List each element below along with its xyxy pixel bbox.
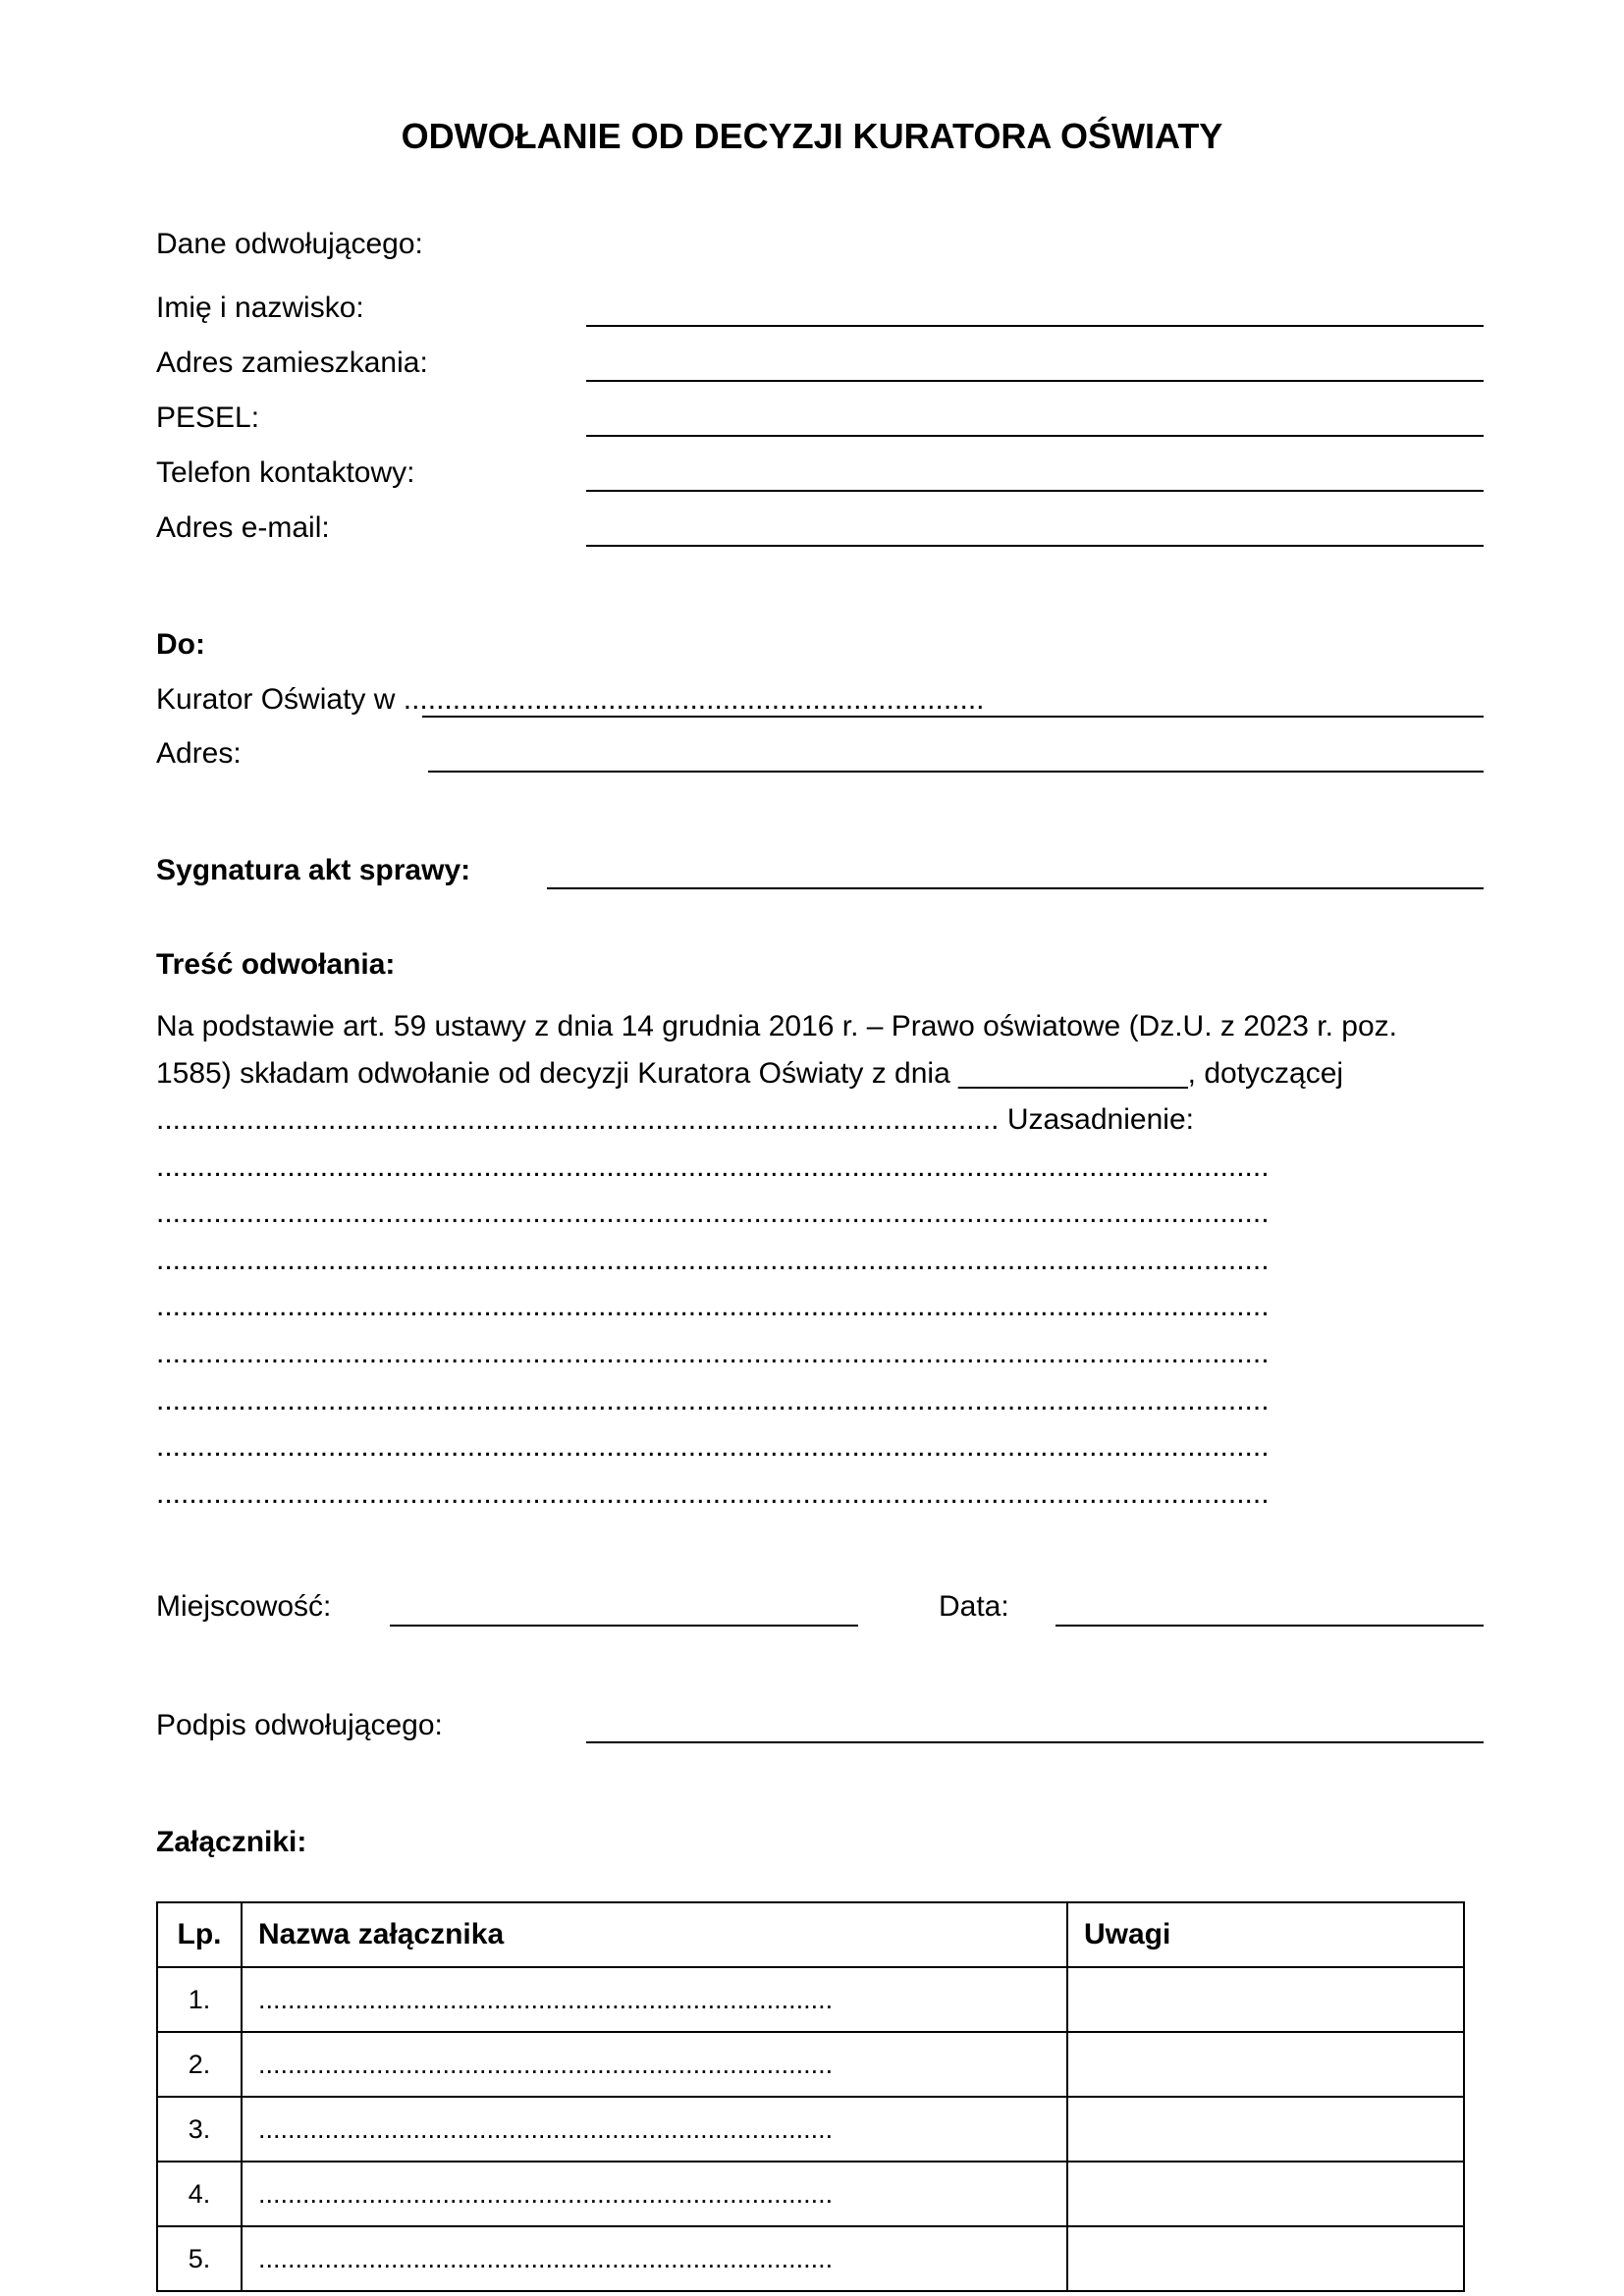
place-field[interactable]	[390, 1625, 858, 1627]
row-number: 3.	[157, 2097, 242, 2162]
justification-line: ........................................................................................................................................	[156, 1384, 1270, 1416]
attachment-name-cell[interactable]: ..............................................................................	[242, 2032, 1067, 2097]
curator-label-text: Kurator Oświaty w	[156, 683, 404, 716]
pesel-field[interactable]	[586, 435, 1484, 437]
attachments-table	[156, 1901, 1465, 2292]
row-number: 1.	[157, 1967, 242, 2032]
table-row	[157, 2226, 1464, 2291]
attachment-name-cell[interactable]: ..............................................................................	[242, 2097, 1067, 2162]
case-number-label: Sygnatura akt sprawy:	[156, 854, 471, 886]
justification-line: ........................................................................................................................................	[156, 1430, 1270, 1463]
column-header-name: Nazwa załącznika	[242, 1902, 1067, 1967]
row-number: 4.	[157, 2162, 242, 2226]
justification-line: ........................................................................................................................................	[156, 1477, 1270, 1510]
date-label: Data:	[939, 1590, 1009, 1623]
signature-field[interactable]	[586, 1741, 1484, 1743]
full-name-label: Imię i nazwisko:	[156, 292, 364, 324]
row-number: 2.	[157, 2032, 242, 2097]
justification-line: ........................................................................................................................................	[156, 1244, 1270, 1276]
curator-city-dots: .......................................................................	[403, 683, 985, 716]
attachment-name-cell[interactable]: ..............................................................................	[242, 2226, 1067, 2291]
recipient-address-label: Adres:	[156, 737, 242, 770]
place-label: Miejscowość:	[156, 1590, 332, 1623]
curator-label	[156, 683, 985, 717]
phone-label: Telefon kontaktowy:	[156, 456, 415, 489]
address-label: Adres zamieszkania:	[156, 347, 428, 379]
attachment-notes-cell[interactable]	[1067, 2162, 1464, 2226]
table-row	[157, 2032, 1464, 2097]
row-number: 5.	[157, 2226, 242, 2291]
content-line: 1585) składam odwołanie od decyzji Kuratora Oświaty z dnia ______________, dotyczącej	[156, 1057, 1344, 1090]
pesel-label: PESEL:	[156, 401, 260, 434]
attachment-name-cell[interactable]: ..............................................................................	[242, 2162, 1067, 2226]
attachments-heading: Załączniki:	[156, 1826, 307, 1858]
phone-field[interactable]	[586, 490, 1484, 492]
recipient-address-field[interactable]	[428, 771, 1484, 773]
justification-line: ........................................................................................................................................	[156, 1290, 1270, 1322]
table-row	[157, 2097, 1464, 2162]
document-title: ODWOŁANIE OD DECYZJI KURATORA OŚWIATY	[401, 116, 1223, 156]
column-header-lp: Lp.	[157, 1902, 242, 1967]
email-label: Adres e-mail:	[156, 511, 330, 544]
attachment-notes-cell[interactable]	[1067, 2226, 1464, 2291]
address-field[interactable]	[586, 380, 1484, 382]
curator-city-field[interactable]	[422, 716, 1484, 718]
content-line: ....................................................................................................... Uzasadnienie:	[156, 1103, 1194, 1136]
justification-line: ........................................................................................................................................	[156, 1197, 1270, 1229]
column-header-notes: Uwagi	[1067, 1902, 1464, 1967]
case-number-field[interactable]	[547, 887, 1484, 889]
table-row	[157, 2162, 1464, 2226]
full-name-field[interactable]	[586, 325, 1484, 327]
applicant-heading: Dane odwołującego:	[156, 228, 423, 260]
attachment-notes-cell[interactable]	[1067, 2097, 1464, 2162]
date-field[interactable]	[1056, 1625, 1484, 1627]
attachment-name-cell[interactable]: ..............................................................................	[242, 1967, 1067, 2032]
content-heading: Treść odwołania:	[156, 948, 396, 981]
content-line: Na podstawie art. 59 ustawy z dnia 14 grudnia 2016 r. – Prawo oświatowe (Dz.U. z 2023 r. poz.	[156, 1010, 1398, 1042]
justification-line: ........................................................................................................................................	[156, 1150, 1270, 1183]
email-field[interactable]	[586, 545, 1484, 547]
justification-line: ........................................................................................................................................	[156, 1337, 1270, 1369]
signature-label: Podpis odwołującego:	[156, 1709, 443, 1741]
attachment-notes-cell[interactable]	[1067, 1967, 1464, 2032]
recipient-heading: Do:	[156, 628, 205, 661]
attachments-header-row	[157, 1902, 1464, 1967]
table-row	[157, 1967, 1464, 2032]
attachment-notes-cell[interactable]	[1067, 2032, 1464, 2097]
